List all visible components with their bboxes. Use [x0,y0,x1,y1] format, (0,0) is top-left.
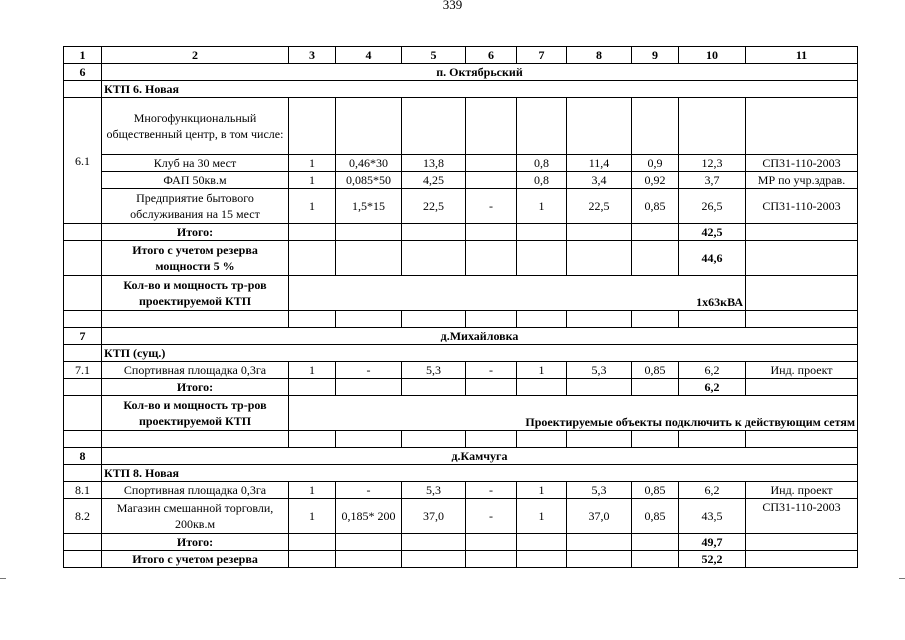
reserve-row [64,241,858,276]
col-header: 11 [746,47,858,64]
total-label: Итого: [102,224,289,241]
column-number-row [64,47,858,64]
section-header-row [64,448,858,465]
item-number: 8.2 [64,499,102,534]
transformer-label: Кол-во и мощность тр-ров проектируемой КТП [102,396,289,431]
section-header-row [64,328,858,345]
ktp-row [64,345,858,362]
object-name: Спортивная площадка 0,3га [102,362,289,379]
spacer-row [64,311,858,328]
reserve-row [64,551,858,568]
transformer-value: 1х63кВА [289,276,746,311]
col-header: 10 [679,47,746,64]
object-name: Клуб на 30 мест [102,155,289,172]
total-row [64,379,858,396]
table-row: ФАП 50кв.м 1 0,085*50 4,25 0,8 3,4 0,92 3,7 МР по учр.здрав. [64,172,858,189]
table-row: 7.1 Спортивная площадка 0,3га 1 - 5,3 - 1 5,3 0,85 6,2 Инд. проект [64,362,858,379]
object-name: Предприятие бытового обслуживания на 15 мест [102,189,289,224]
load-calculation-table [63,46,858,568]
table-row: Клуб на 30 мест 1 0,46*30 13,8 0,8 11,4 0,9 12,3 СП31-110-2003 [64,155,858,172]
transformer-row [64,276,858,311]
table-row: 8.2 Магазин смешанной торговли, 200кв.м 1 0,185* 200 37,0 - 1 37,0 0,85 43,5 СП31-110-2003 [64,499,858,534]
ktp-row [64,81,858,98]
total-label: Итого: [102,379,289,396]
section-number: 7 [64,328,102,345]
transformer-note: Проектируемые объекты подключить к действующим сетям [289,396,858,431]
settlement-name: п. Октябрьский [102,64,858,81]
settlement-name: д.Камчуга [102,448,858,465]
object-name: Магазин смешанной торговли, 200кв.м [102,499,289,534]
spacer-row [64,431,858,448]
col-header: 5 [402,47,466,64]
settlement-name: д.Михайловка [102,328,858,345]
total-value: 6,2 [679,379,746,396]
ktp-name: КТП (сущ.) [102,345,858,362]
transformer-row [64,396,858,431]
ktp-row [64,465,858,482]
col-header: 8 [567,47,632,64]
item-number: 6.1 [64,98,102,224]
reserve-value: 44,6 [679,241,746,276]
table-row: Предприятие бытового обслуживания на 15 мест 1 1,5*15 22,5 - 1 22,5 0,85 26,5 СП31-110-2003 [64,189,858,224]
col-header: 2 [102,47,289,64]
ktp-name: КТП 8. Новая [102,465,858,482]
item-number: 8.1 [64,482,102,499]
margin-mark-right [899,578,905,579]
item-number: 7.1 [64,362,102,379]
col-header: 1 [64,47,102,64]
object-name: ФАП 50кв.м [102,172,289,189]
total-value: 42,5 [679,224,746,241]
reserve-label: Итого с учетом резерва [102,551,289,568]
col-header: 9 [632,47,679,64]
total-value: 49,7 [679,534,746,551]
table-row: 8.1 Спортивная площадка 0,3га 1 - 5,3 - 1 5,3 0,85 6,2 Инд. проект [64,482,858,499]
margin-mark-left [0,578,6,579]
col-header: 3 [289,47,336,64]
group-label-row [64,98,858,155]
section-header-row [64,64,858,81]
ktp-name: КТП 6. Новая [102,81,858,98]
col-header: 6 [466,47,517,64]
reserve-value: 52,2 [679,551,746,568]
total-label: Итого: [102,534,289,551]
reserve-label: Итого с учетом резерва мощности 5 % [102,241,289,276]
total-row [64,534,858,551]
transformer-label: Кол-во и мощность тр-ров проектируемой КТП [102,276,289,311]
section-number: 8 [64,448,102,465]
object-name: Спортивная площадка 0,3га [102,482,289,499]
group-label: Многофункциональный общественный центр, в том числе: [102,98,289,155]
page-number: 339 [442,0,463,12]
col-header: 4 [336,47,402,64]
total-row [64,224,858,241]
section-number: 6 [64,64,102,81]
col-header: 7 [517,47,567,64]
